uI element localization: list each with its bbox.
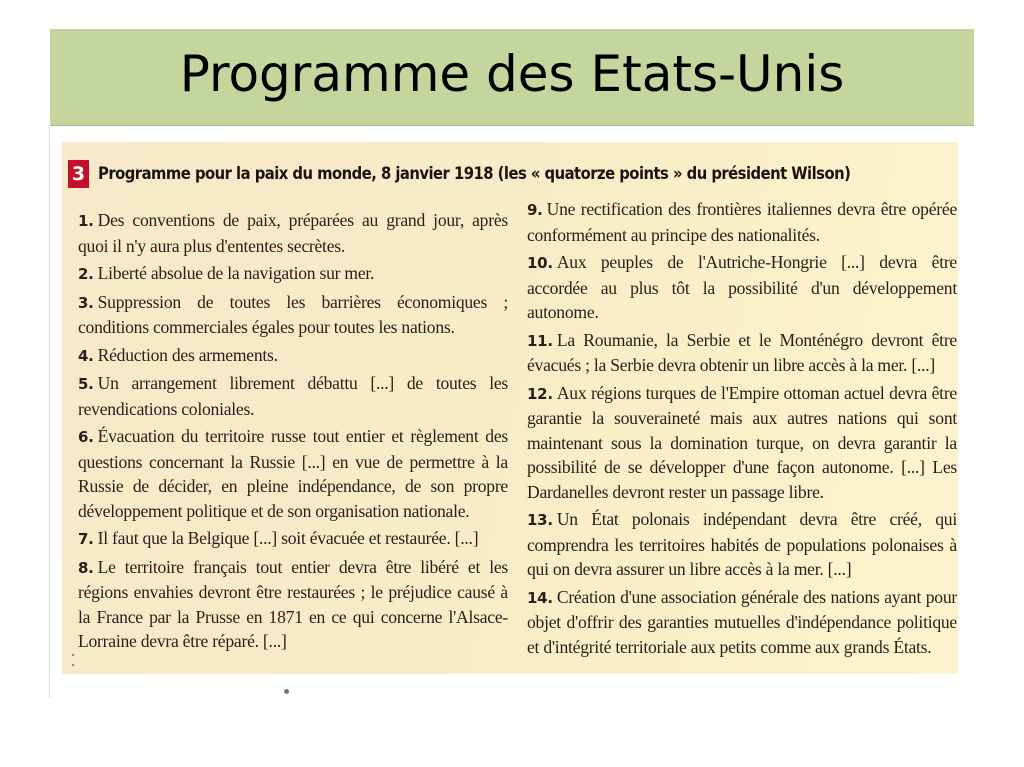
document-heading: Programme pour la paix du monde, 8 janvier 1918 (les « quatorze points » du président Wilson) xyxy=(98,164,851,184)
bullet-dot-icon xyxy=(284,689,289,694)
right-column xyxy=(527,197,957,662)
point-item: 14. Création d'une association générale des nations ayant pour objet d'offrir des garanties mutuelles d'indépendance politique et d'intégrité territoriale aux petits comme aux grands États. xyxy=(527,586,957,657)
slide-border xyxy=(49,126,50,698)
point-item: 1. Des conventions de paix, préparées au grand jour, après quoi il n'y aura plus d'ententes secrètes. xyxy=(78,210,508,256)
point-item: 9. Une rectification des frontières italiennes devra être opérée conformément au principe des nationalités. xyxy=(527,199,957,245)
point-item: 5. Un arrangement librement débattu [...] de toutes les revendications coloniales. xyxy=(78,373,508,419)
point-item: 8. Le territoire français tout entier devra être libéré et les régions envahies devront être restaurées ; le préjudice causé à la France par la Prusse en 1871 en ce qui concerne l'Alsace-Lorraine devra être réparé. [...] xyxy=(78,556,508,651)
point-item: 3. Suppression de toutes les barrières économiques ; conditions commerciales égales pour toutes les nations. xyxy=(78,291,508,337)
slide-title: Programme des Etats-Unis xyxy=(179,45,845,103)
left-column xyxy=(78,208,508,657)
point-item: 13. Un État polonais indépendant devra être créé, qui comprendra les territoires habités de populations polonaises à qui on devra assurer un libre accès à la mer. [...] xyxy=(527,509,957,579)
document-number-badge: 3 xyxy=(68,160,89,188)
document-header xyxy=(68,160,973,188)
point-item: 10. Aux peuples de l'Autriche-Hongrie [...] devra être accordée au plus tôt la possibilité d'un développement autonome. xyxy=(527,252,957,322)
point-item: 12. Aux régions turques de l'Empire ottoman actuel devra être garantie la souveraineté mais aux autres nations qui sont maintenant sous la domination turque, on devra garantir la possibilité de se développer d'une façon autonome. [...] Les Dardanelles devront rester un passage libre. xyxy=(527,382,957,502)
scanned-document xyxy=(62,142,958,674)
point-item: 7. Il faut que la Belgique [...] soit évacuée et restaurée. [...] xyxy=(78,528,479,548)
point-item: 6. Évacuation du territoire russe tout entier et règlement des questions concernant la Russie [...] en vue de permettre à la Russie de décider, en pleine indépendance, de son propre développement politique et de son organisation nationale. xyxy=(78,426,508,521)
scan-artifact xyxy=(72,654,74,668)
slide-title-bar xyxy=(50,29,974,126)
point-item: 4. Réduction des armements. xyxy=(78,344,278,365)
point-item: 11. La Roumanie, la Serbie et le Monténégro devront être évacués ; la Serbie devra obtenir un libre accès à la mer. [...] xyxy=(527,329,957,375)
point-item: 2. Liberté absolue de la navigation sur mer. xyxy=(78,263,375,283)
